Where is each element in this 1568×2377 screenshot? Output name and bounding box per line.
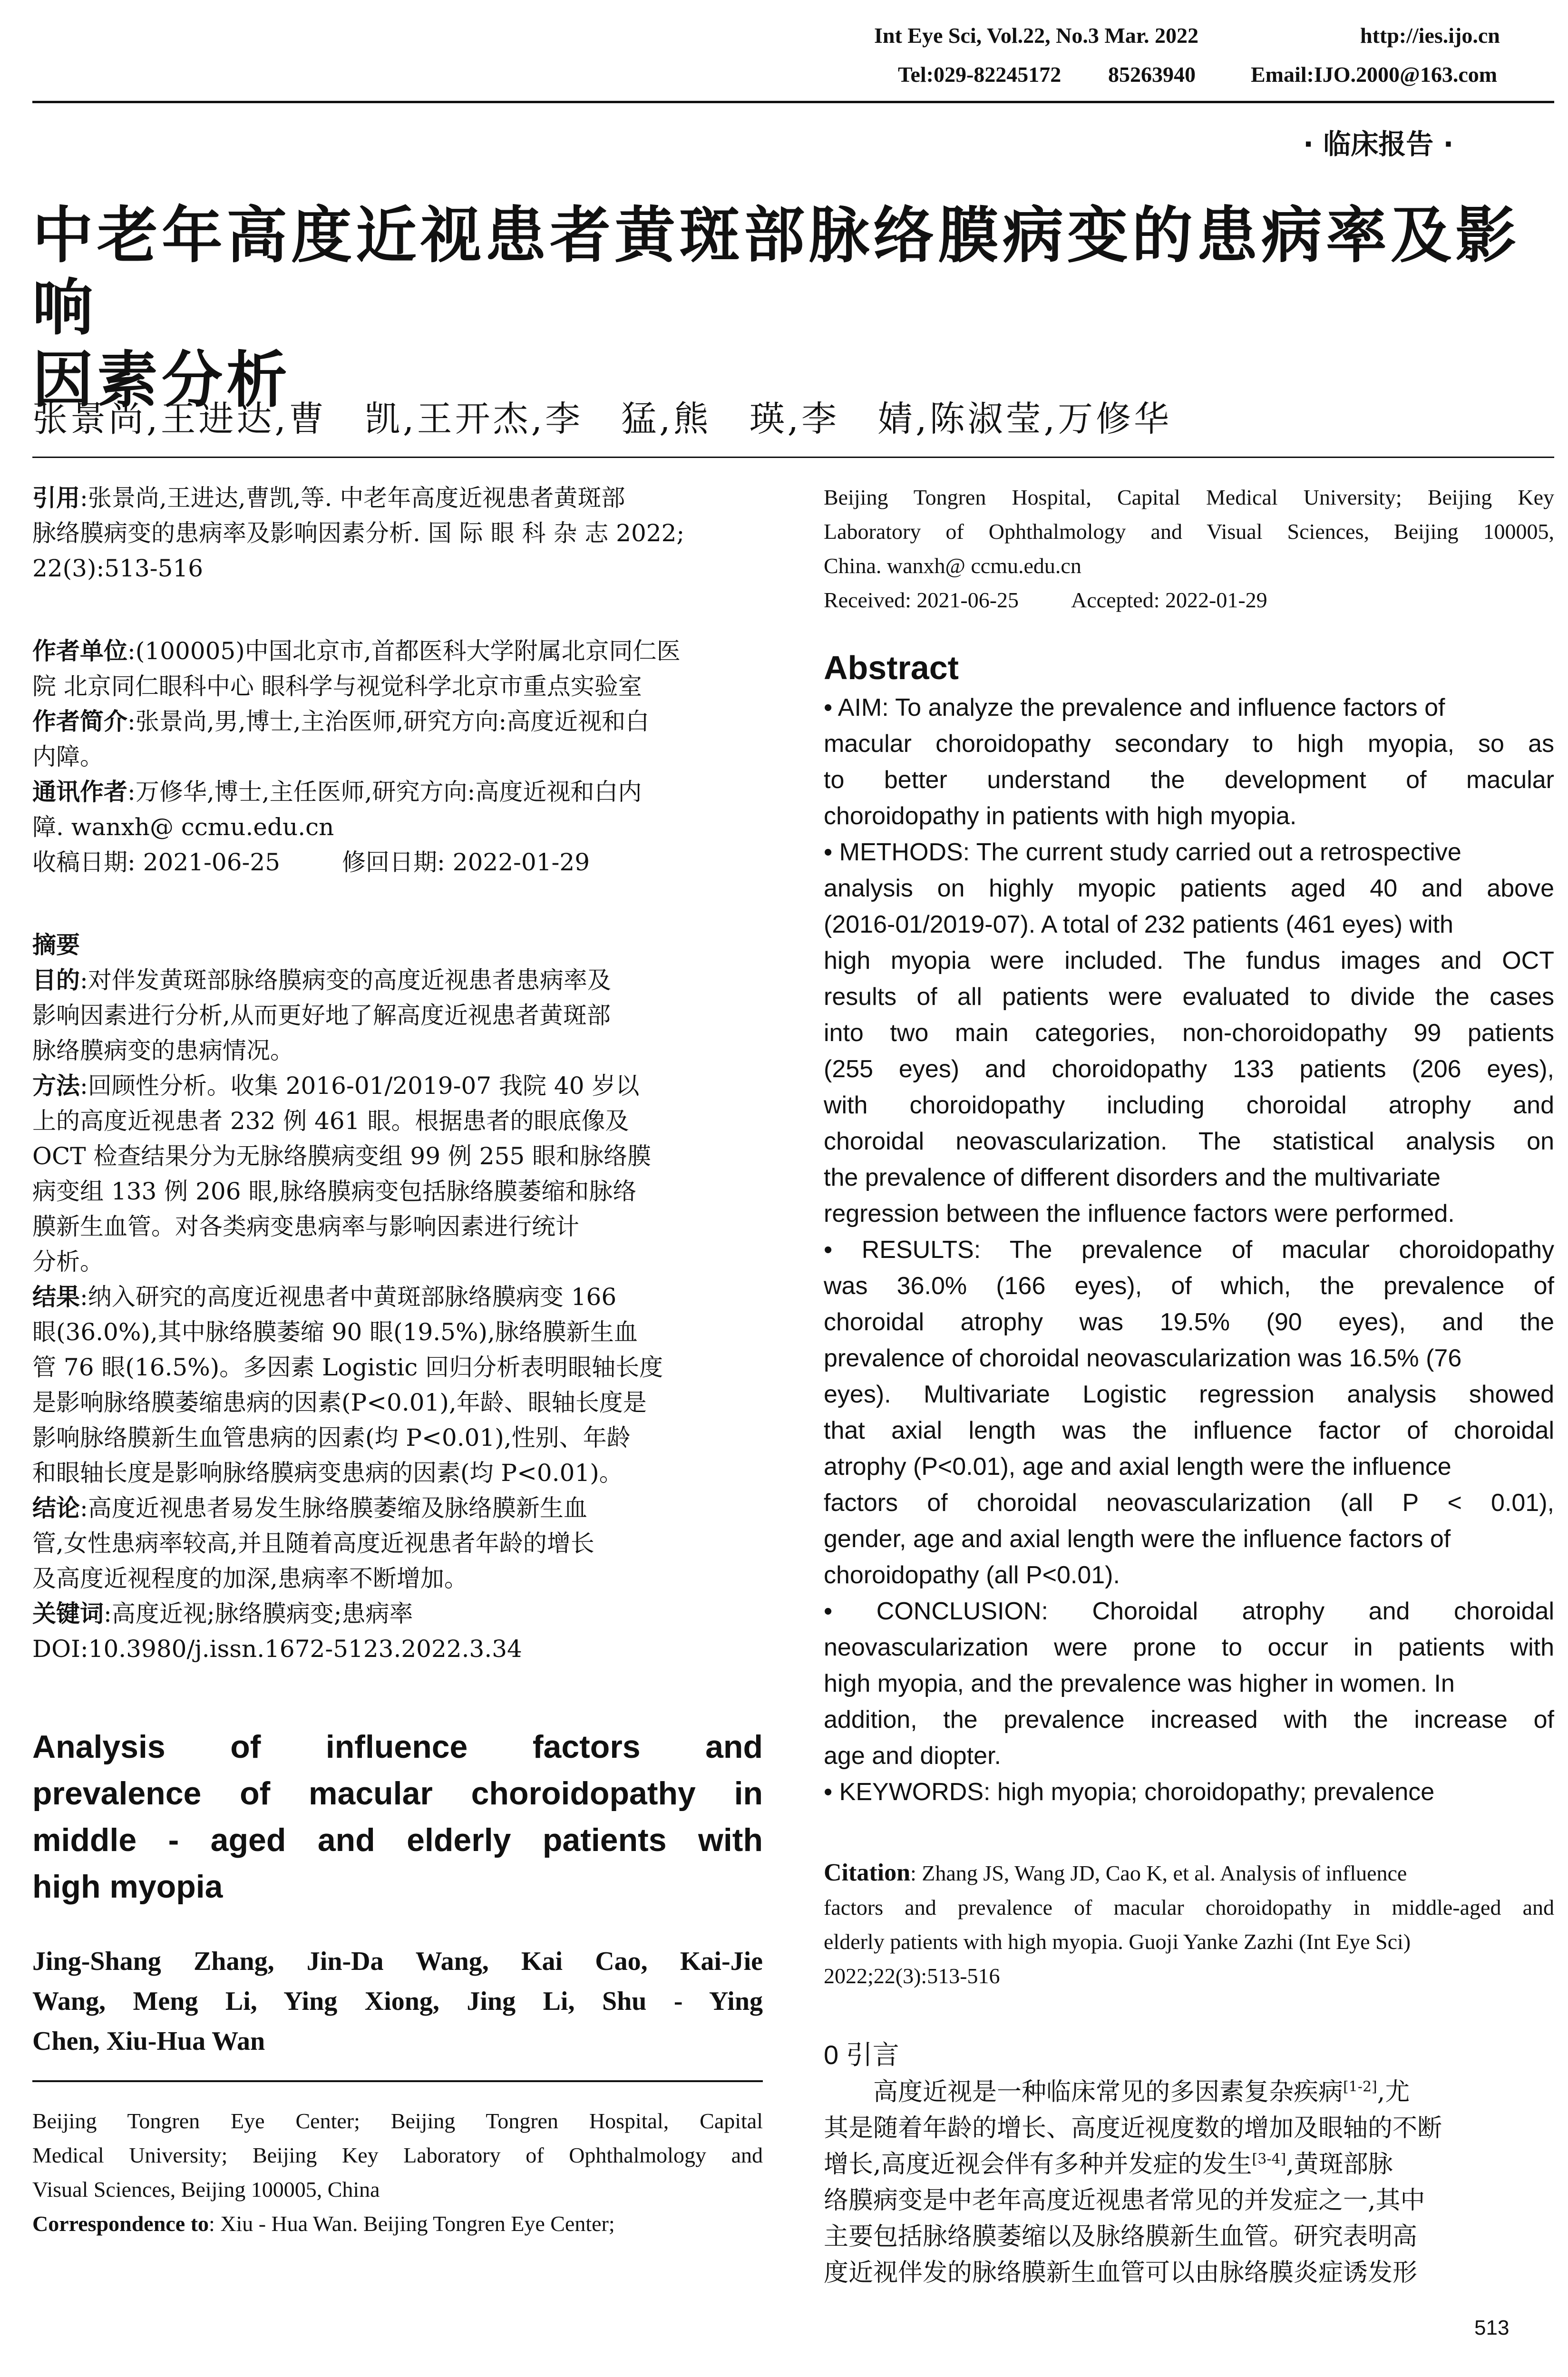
aim-text-en: choroidopathy in patients with high myopia. [824, 802, 1297, 830]
results-text: 管 76 眼(16.5%)。多因素 Logistic 回归分析表明眼轴长度 [32, 1354, 663, 1381]
affiliation-rule [32, 2080, 763, 2082]
keywords-label: 关键词 [32, 1600, 104, 1627]
methods-text: 膜新生血管。对各类病变患病率与影响因素进行统计 [32, 1213, 579, 1240]
right-column [824, 480, 1554, 2291]
header-rule [32, 101, 1554, 103]
conclusion-text: 及高度近视程度的加深,患病率不断增加。 [32, 1565, 468, 1592]
abstract-heading: 摘要 [32, 931, 80, 959]
results-text: 和眼轴长度是影响脉络膜病变患病的因素(均 P<0.01)。 [32, 1459, 623, 1487]
abstract-cn [32, 927, 763, 1666]
affiliation-line: Laboratory of Ophthalmology and Visual Sciences, Beijing 100005, [824, 519, 1554, 544]
intro-text: 主要包括脉络膜萎缩以及脉络膜新生血管。研究表明高 [824, 2222, 1418, 2251]
english-affiliation-continued [824, 480, 1554, 617]
citation-text-en: 2022;22(3):513-516 [824, 1964, 1000, 1988]
intro-text: 度近视伴发的脉络膜新生血管可以由脉络膜炎症诱发形 [824, 2259, 1418, 2287]
affiliation-text: :(100005)中国北京市,首都医科大学附属北京同仁医 [127, 637, 681, 665]
citation-label-en: Citation [824, 1859, 910, 1886]
intro-text: 其是随着年龄的增长、高度近视度数的增加及眼轴的不断 [824, 2114, 1442, 2143]
english-authors-line: Chen, Xiu-Hua Wan [32, 2026, 265, 2056]
methods-label: 方法 [32, 1072, 80, 1100]
results-text: 眼(36.0%),其中脉络膜萎缩 90 眼(19.5%),脉络膜新生血 [32, 1318, 638, 1346]
results-text: 影响脉络膜新生血管患病的因素(均 P<0.01),性别、年龄 [32, 1424, 631, 1452]
author-bio-text: :张景尚,男,博士,主治医师,研究方向:高度近视和白 [127, 708, 650, 735]
conclusion-text-en: • CONCLUSION: Choroidal atrophy and choroidal [824, 1598, 1554, 1625]
corresponding-label: 通讯作者 [32, 778, 127, 806]
reference-marker[interactable]: [3-4] [1252, 2151, 1286, 2168]
methods-text: 分析。 [32, 1248, 104, 1276]
keywords-text: :高度近视;脉络膜病变;患病率 [104, 1600, 413, 1627]
aim-text-en: • AIM: To analyze the prevalence and influence factors of [824, 694, 1445, 721]
affiliation-label: 作者单位 [32, 637, 127, 665]
citation-text: 脉络膜病变的患病率及影响因素分析. 国 际 眼 科 杂 志 2022; [32, 519, 685, 547]
results-text-en: prevalence of choroidal neovascularization was 16.5% (76 [824, 1344, 1462, 1372]
citation-text-en: : Zhang JS, Wang JD, Cao K, et al. Analysis of influence [910, 1861, 1407, 1885]
methods-text: :回顾性分析。收集 2016-01/2019-07 我院 40 岁以 [80, 1072, 640, 1100]
english-title-line: prevalence of macular choroidopathy in [32, 1775, 763, 1812]
received-date-en: Received: 2021-06-25 [824, 588, 1019, 612]
correspondence-label: Correspondence to [32, 2211, 209, 2236]
title-rule [32, 457, 1554, 458]
aim-text: 脉络膜病变的患病情况。 [32, 1037, 294, 1064]
results-label: 结果 [32, 1283, 80, 1311]
citation-cn [32, 480, 763, 586]
introduction-heading: 0 引言 [824, 2040, 899, 2070]
introduction-body [824, 2074, 1554, 2291]
conclusion-text-en: addition, the prevalence increased with the increase of [824, 1706, 1554, 1734]
revised-date: 修回日期: 2022-01-29 [342, 848, 590, 876]
received-date: 收稿日期: 2021-06-25 [32, 848, 281, 876]
methods-text-en: choroidal neovascularization. The statistical analysis on [824, 1128, 1554, 1155]
abstract-heading-en: Abstract [824, 649, 959, 686]
page-number: 513 [1474, 2316, 1510, 2339]
journal-tel: Tel:029-82245172 [898, 62, 1062, 87]
journal-tel2: 85263940 [1108, 62, 1196, 87]
chinese-title [32, 200, 1564, 417]
abstract-en [824, 690, 1554, 1810]
results-text-en: eyes). Multivariate Logistic regression analysis showed [824, 1381, 1554, 1408]
conclusion-text-en: age and diopter. [824, 1742, 1001, 1770]
corresponding-text: :万修华,博士,主任医师,研究方向:高度近视和白内 [127, 778, 642, 806]
citation-text: 22(3):513-516 [32, 555, 204, 582]
intro-text: ,尤 [1377, 2078, 1410, 2106]
doi[interactable]: DOI:10.3980/j.issn.1672-5123.2022.3.34 [32, 1635, 522, 1663]
methods-text-en: high myopia were included. The fundus images and OCT [824, 947, 1554, 974]
results-text-en: atrophy (P<0.01), age and axial length were the influence [824, 1453, 1451, 1481]
english-affiliation-line: Beijing Tongren Eye Center; Beijing Tongren Hospital, Capital [32, 2109, 763, 2133]
affiliation-line: China. wanxh@ ccmu.edu.cn [824, 554, 1081, 578]
intro-text: 增长,高度近视会伴有多种并发症的发生 [824, 2150, 1252, 2179]
aim-label: 目的 [32, 966, 80, 994]
citation-label: 引用 [32, 484, 80, 512]
methods-text: OCT 检查结果分为无脉络膜病变组 99 例 255 眼和脉络膜 [32, 1142, 652, 1170]
journal-email[interactable]: Email:IJO.2000@163.com [1251, 62, 1498, 87]
affiliation-text: 院 北京同仁眼科中心 眼科学与视觉科学北京市重点实验室 [32, 672, 642, 700]
aim-text-en: macular choroidopathy secondary to high myopia, so as [824, 730, 1554, 758]
conclusion-label: 结论 [32, 1494, 80, 1522]
section-label: · 临床报告 · [1303, 128, 1454, 160]
conclusion-text-en: neovascularization were prone to occur in patients with [824, 1634, 1554, 1661]
intro-text: 高度近视是一种临床常见的多因素复杂疾病 [824, 2078, 1344, 2106]
author-info [32, 633, 763, 880]
intro-text: ,黄斑部脉 [1286, 2150, 1393, 2179]
citation-text: :张景尚,王进达,曹凯,等. 中老年高度近视患者黄斑部 [80, 484, 625, 512]
methods-text-en: analysis on highly myopic patients aged 40 and above [824, 875, 1554, 902]
english-affiliation [32, 2104, 763, 2241]
keywords-en: • KEYWORDS: high myopia; choroidopathy; prevalence [824, 1778, 1435, 1806]
english-affiliation-line: Visual Sciences, Beijing 100005, China [32, 2177, 380, 2202]
english-title [32, 1724, 763, 1910]
results-text-en: factors of choroidal neovascularization (all P < 0.01), [824, 1489, 1554, 1517]
aim-text: 影响因素进行分析,从而更好地了解高度近视患者黄斑部 [32, 1002, 611, 1029]
citation-text-en: factors and prevalence of macular choroidopathy in middle-aged and [824, 1895, 1554, 1919]
citation-text-en: elderly patients with high myopia. Guoji Yanke Zazhi (Int Eye Sci) [824, 1929, 1411, 1954]
methods-text-en: (255 eyes) and choroidopathy 133 patients (206 eyes), [824, 1055, 1554, 1083]
title-line: 中老年高度近视患者黄斑部脉络膜病变的患病率及影响 [32, 200, 1520, 343]
journal-url[interactable]: http://ies.ijo.cn [1360, 23, 1500, 48]
accepted-date-en: Accepted: 2022-01-29 [1071, 588, 1267, 612]
methods-text: 上的高度近视患者 232 例 461 眼。根据患者的眼底像及 [32, 1107, 629, 1135]
corresponding-text: 障. wanxh@ ccmu.edu.cn [32, 813, 334, 841]
english-affiliation-line: Medical University; Beijing Key Laboratory of Ophthalmology and [32, 2143, 763, 2167]
results-text-en: choroidal atrophy was 19.5% (90 eyes), and the [824, 1308, 1554, 1336]
results-text-en: gender, age and axial length were the influence factors of [824, 1525, 1451, 1553]
citation-en [824, 1856, 1554, 1993]
methods-text-en: results of all patients were evaluated to divide the cases [824, 983, 1554, 1011]
chinese-authors: 张景尚,王进达,曹 凯,王开杰,李 猛,熊 瑛,李 婧,陈淑莹,万修华 [32, 399, 1172, 439]
conclusion-text: :高度近视患者易发生脉络膜萎缩及脉络膜新生血 [80, 1494, 587, 1522]
aim-text-en: to better understand the development of macular [824, 766, 1554, 794]
results-text-en: that axial length was the influence factor of choroidal [824, 1417, 1554, 1444]
methods-text: 病变组 133 例 206 眼,脉络膜病变包括脉络膜萎缩和脉络 [32, 1178, 637, 1205]
methods-text-en: with choroidopathy including choroidal atrophy and [824, 1091, 1554, 1119]
results-text: 是影响脉络膜萎缩患病的因素(P<0.01),年龄、眼轴长度是 [32, 1389, 647, 1416]
intro-text: 络膜病变是中老年高度近视患者常见的并发症之一,其中 [824, 2186, 1425, 2215]
left-column [32, 480, 763, 2241]
methods-text-en: into two main categories, non-choroidopathy 99 patients [824, 1019, 1554, 1047]
conclusion-text: 管,女性患病率较高,并且随着高度近视患者年龄的增长 [32, 1529, 594, 1557]
aim-text: :对伴发黄斑部脉络膜病变的高度近视患者患病率及 [80, 966, 611, 994]
conclusion-text-en: high myopia, and the prevalence was higher in women. In [824, 1670, 1455, 1697]
methods-text-en: • METHODS: The current study carried out a retrospective [824, 838, 1461, 866]
affiliation-line: Beijing Tongren Hospital, Capital Medical University; Beijing Key [824, 485, 1554, 509]
english-title-line: high myopia [32, 1869, 223, 1905]
english-title-line: Analysis of influence factors and [32, 1729, 763, 1765]
title-line: 因素分析 [32, 345, 292, 416]
results-text-en: was 36.0% (166 eyes), of which, the prevalence of [824, 1272, 1554, 1300]
author-bio-label: 作者简介 [32, 708, 127, 735]
methods-text-en: the prevalence of different disorders and the multivariate [824, 1164, 1441, 1191]
methods-text-en: regression between the influence factors were performed. [824, 1200, 1455, 1227]
english-title-line: middle - aged and elderly patients with [32, 1822, 763, 1858]
results-text-en: • RESULTS: The prevalence of macular choroidopathy [824, 1236, 1554, 1264]
reference-marker[interactable]: [1-2] [1343, 2078, 1377, 2095]
results-text-en: choroidopathy (all P<0.01). [824, 1561, 1120, 1589]
journal-info: Int Eye Sci, Vol.22, No.3 Mar. 2022 [874, 23, 1198, 48]
author-bio-text: 内障。 [32, 743, 104, 770]
correspondence-text: : Xiu - Hua Wan. Beijing Tongren Eye Center; [208, 2211, 615, 2236]
english-authors [32, 1941, 763, 2061]
english-authors-line: Jing-Shang Zhang, Jin-Da Wang, Kai Cao, Kai-Jie [32, 1947, 763, 1976]
results-text: :纳入研究的高度近视患者中黄斑部脉络膜病变 166 [80, 1283, 617, 1311]
english-authors-line: Wang, Meng Li, Ying Xiong, Jing Li, Shu - Ying [32, 1987, 763, 2016]
methods-text-en: (2016-01/2019-07). A total of 232 patients (461 eyes) with [824, 911, 1453, 938]
